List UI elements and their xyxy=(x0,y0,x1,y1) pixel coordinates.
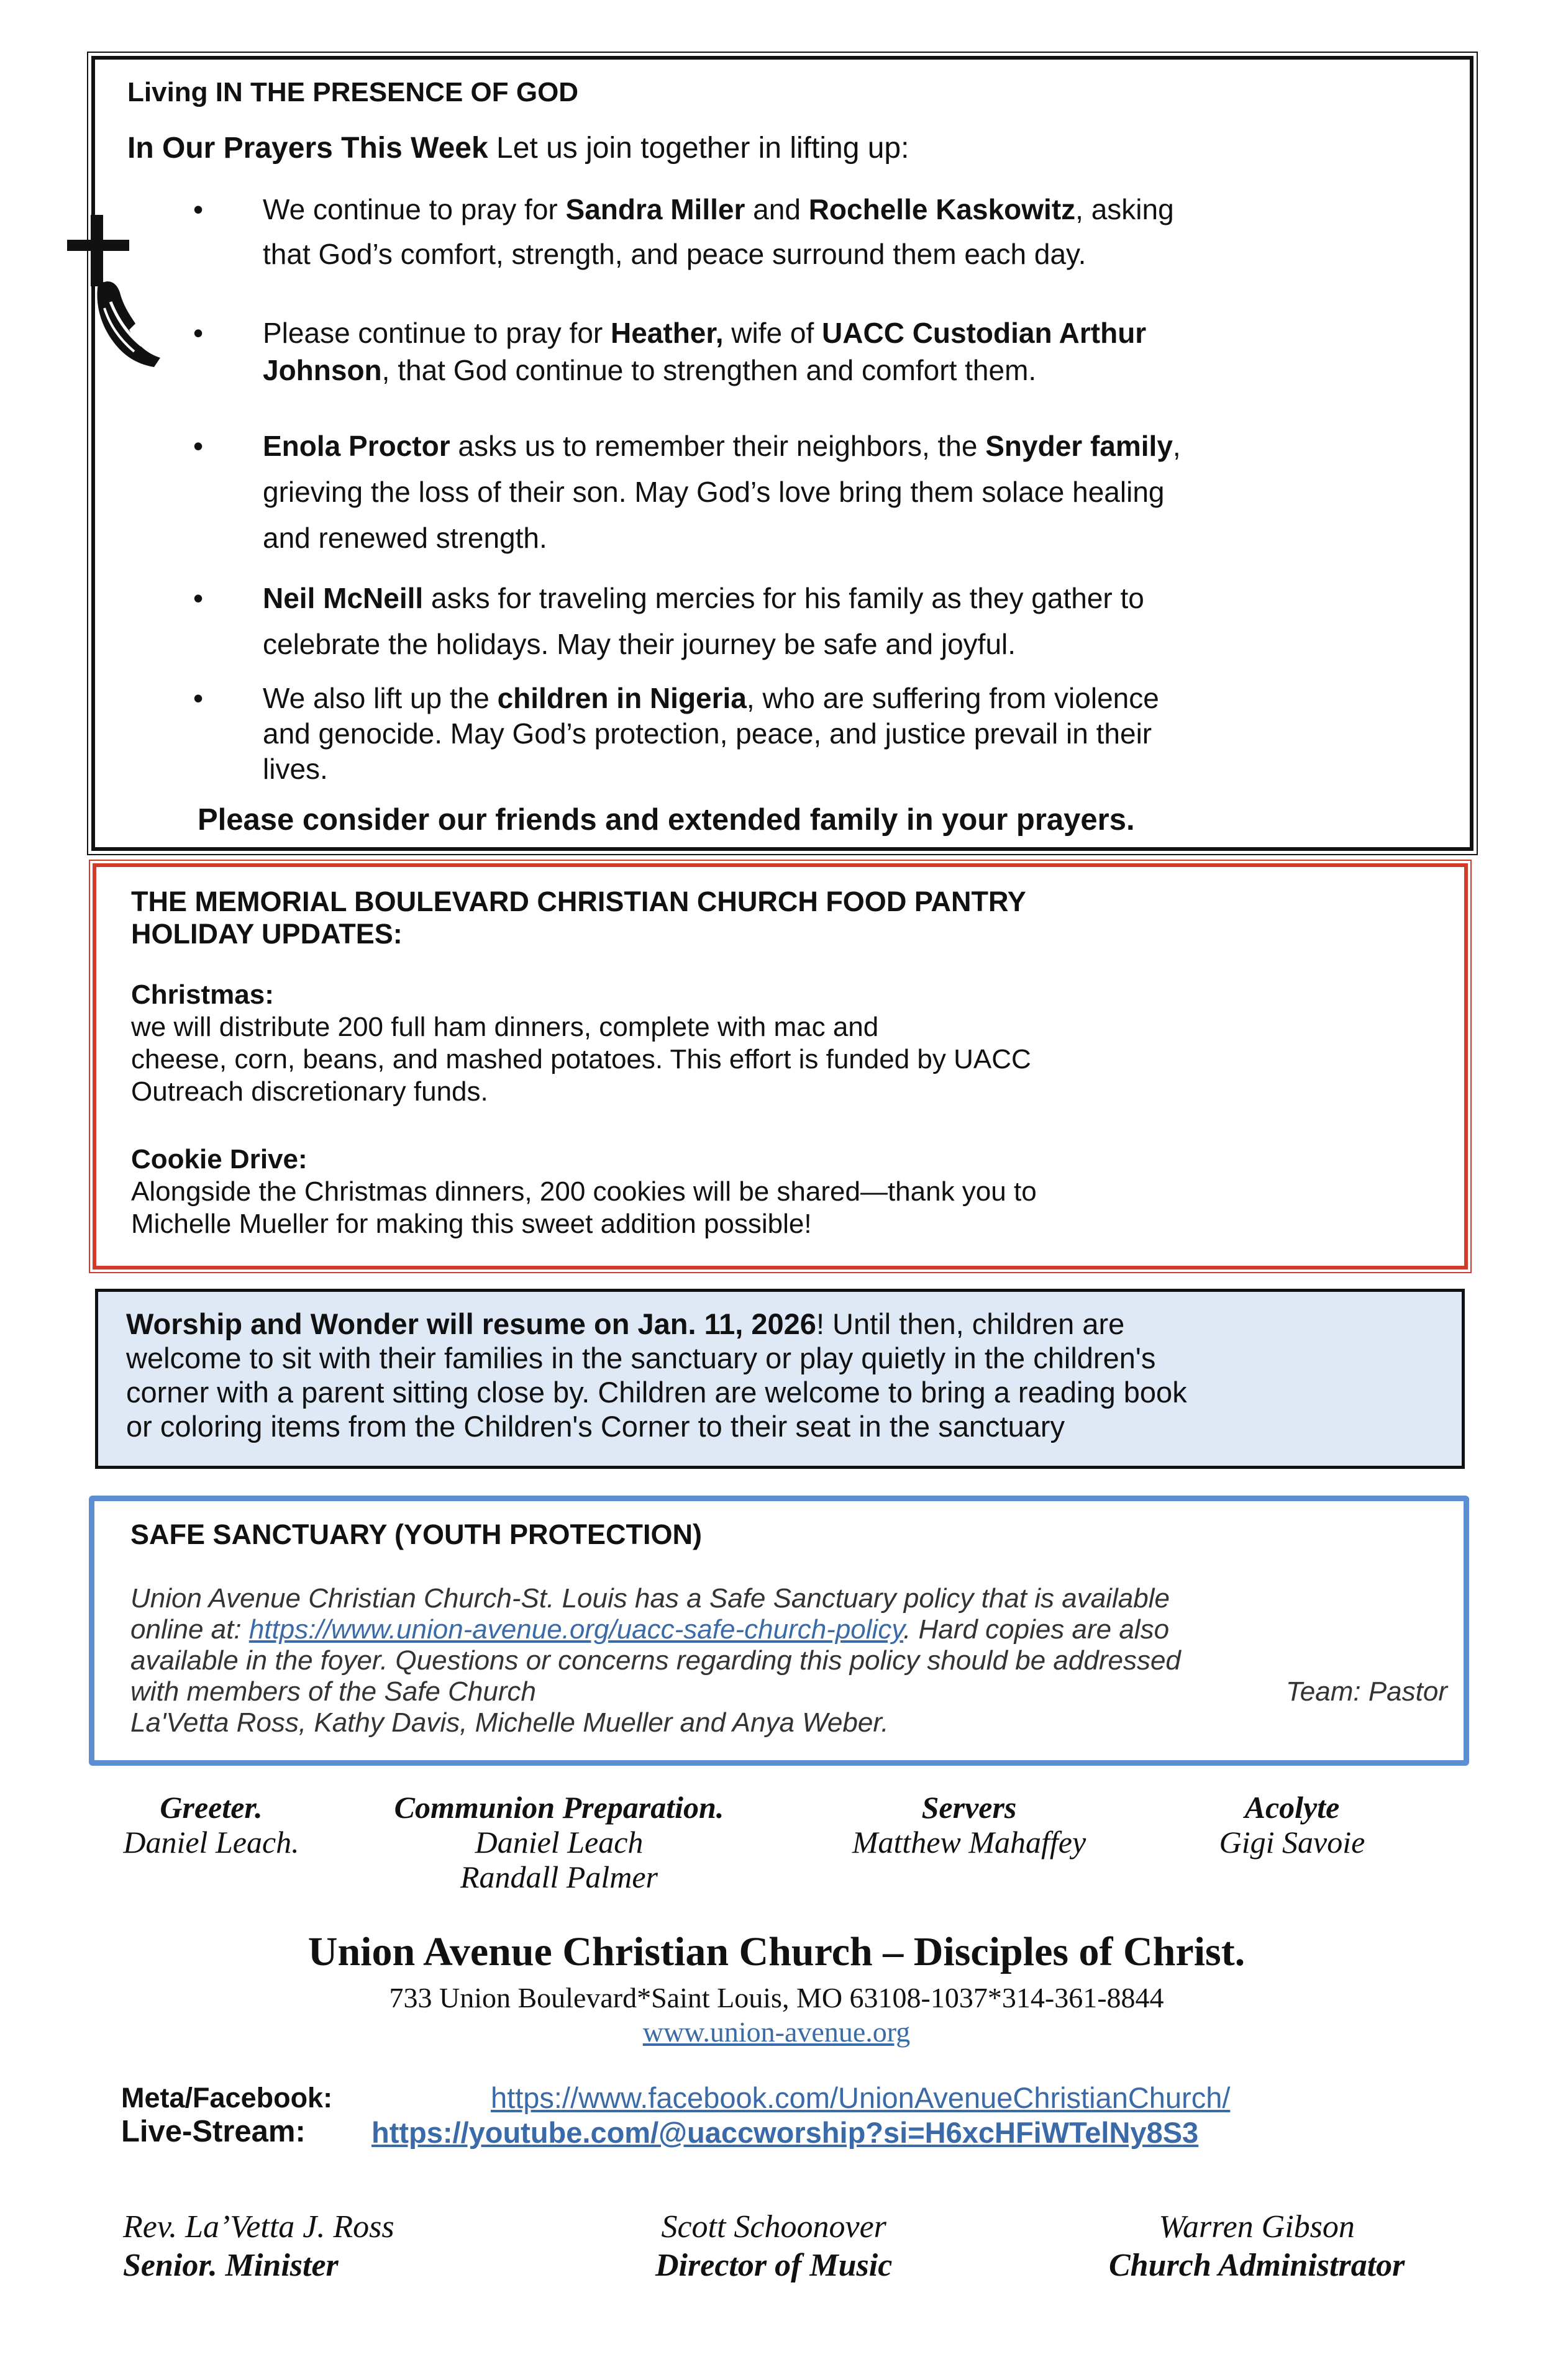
facebook-label: Meta/Facebook: xyxy=(121,2082,333,2114)
prayer-name: Enola Proctor xyxy=(263,430,450,462)
prayers-box xyxy=(91,56,1473,851)
staff-title: Church Administrator xyxy=(1109,2248,1405,2283)
prayer-name: children in Nigeria xyxy=(497,682,747,714)
christmas-text: Outreach discretionary funds. xyxy=(131,1076,488,1107)
prayer-text: Please continue to pray for xyxy=(263,317,611,349)
prayers-intro-rest: Let us join together in lifting up: xyxy=(488,132,909,165)
safe-line: La'Vetta Ross, Kathy Davis, Michelle Mueller and Anya Weber. xyxy=(130,1707,889,1738)
prayer-text: wife of xyxy=(723,317,822,349)
church-website-wrap xyxy=(0,2015,1553,2048)
staff-name: Scott Schoonover xyxy=(661,2209,886,2245)
prayer-text: lives. xyxy=(263,753,328,785)
christmas-text: cheese, corn, beans, and mashed potatoes. This effort is funded by UACC xyxy=(131,1044,1031,1074)
staff-title: Senior. Minister xyxy=(123,2248,339,2283)
facebook-link[interactable]: https://www.facebook.com/UnionAvenueChristianChurch/ xyxy=(491,2081,1231,2114)
servers-title: Servers xyxy=(921,1790,1017,1825)
prayer-name: Rochelle Kaskowitz xyxy=(808,193,1076,225)
safe-line: online at: xyxy=(130,1614,249,1645)
prayer-text: asks for traveling mercies for his family as they gather to xyxy=(423,582,1144,614)
servers-role xyxy=(801,1790,1137,1860)
safe-sanctuary-box xyxy=(89,1496,1469,1766)
pantry-heading-line: THE MEMORIAL BOULEVARD CHRISTIAN CHURCH FOOD PANTRY xyxy=(131,886,1026,917)
prayers-title: Living IN THE PRESENCE OF GOD xyxy=(127,77,579,107)
communion-role xyxy=(360,1790,758,1894)
church-address: 733 Union Boulevard*Saint Louis, MO 63108-1037*314-361-8844 xyxy=(389,1982,1164,2014)
prayer-name: Johnson xyxy=(263,354,382,386)
cookie-drive-label: Cookie Drive: xyxy=(131,1144,307,1174)
communion-name: Daniel Leach xyxy=(475,1825,644,1860)
prayer-name: UACC Custodian Arthur xyxy=(822,317,1147,349)
prayers-intro xyxy=(127,131,909,165)
safe-line: available in the foyer. Questions or concerns regarding this policy should be addressed xyxy=(130,1645,1181,1676)
prayer-text: We continue to pray for xyxy=(263,193,566,225)
greeter-role xyxy=(99,1790,323,1860)
staff-name: Warren Gibson xyxy=(1159,2209,1355,2245)
christmas-label: Christmas: xyxy=(131,979,274,1010)
worship-line: welcome to sit with their families in the sanctuary or play quietly in the children's xyxy=(126,1342,1156,1374)
prayer-item xyxy=(263,681,1443,787)
livestream-label: Live-Stream: xyxy=(121,2115,306,2148)
staff-senior-minister xyxy=(123,2208,394,2285)
prayer-text: We also lift up the xyxy=(263,682,498,714)
communion-title: Communion Preparation. xyxy=(394,1790,724,1825)
pantry-heading xyxy=(131,886,1026,950)
greeter-title: Greeter. xyxy=(160,1790,263,1825)
food-pantry-box xyxy=(93,863,1468,1269)
worship-line: corner with a parent sitting close by. Children are welcome to bring a reading book xyxy=(126,1376,1187,1409)
prayer-item xyxy=(263,187,1443,276)
prayer-name: Snyder family xyxy=(985,430,1173,462)
cookie-drive-text: Alongside the Christmas dinners, 200 cookies will be shared—thank you to xyxy=(131,1176,1037,1207)
communion-name: Randall Palmer xyxy=(460,1860,658,1894)
prayer-name: Heather, xyxy=(611,317,724,349)
safe-sanctuary-text xyxy=(130,1583,1447,1738)
prayer-text: , asking xyxy=(1075,193,1174,225)
worship-text xyxy=(126,1307,1449,1443)
christmas-text: we will distribute 200 full ham dinners, complete with mac and xyxy=(131,1012,879,1042)
prayer-text: and genocide. May God’s protection, peace, and justice prevail in their xyxy=(263,717,1152,750)
prayers-intro-bold: In Our Prayers This Week xyxy=(127,132,488,165)
acolyte-role xyxy=(1168,1790,1416,1860)
prayer-item xyxy=(263,575,1443,667)
safe-line: Team: Pastor xyxy=(1285,1676,1447,1707)
acolyte-name: Gigi Savoie xyxy=(1219,1825,1365,1860)
acolyte-title: Acolyte xyxy=(1244,1790,1340,1825)
church-website-link[interactable]: www.union-avenue.org xyxy=(642,2016,911,2048)
prayer-text: grieving the loss of their son. May God’s love bring them solace healing xyxy=(263,476,1165,508)
safe-line: . Hard copies are also xyxy=(903,1614,1170,1645)
prayer-text: asks us to remember their neighbors, the xyxy=(450,430,986,462)
prayer-item xyxy=(263,314,1443,389)
livestream-link[interactable]: https://youtube.com/@uaccworship?si=H6xcHFiWTelNy8S3 xyxy=(371,2116,1199,2149)
safe-church-policy-link[interactable]: https://www.union-avenue.org/uacc-safe-church-policy xyxy=(248,1614,904,1645)
staff-director-of-music xyxy=(655,2208,892,2285)
staff-name: Rev. La’Vetta J. Ross xyxy=(123,2209,394,2245)
prayer-text: , that God continue to strengthen and comfort them. xyxy=(381,354,1037,386)
prayer-text: and xyxy=(745,193,809,225)
safe-line: Union Avenue Christian Church-St. Louis has a Safe Sanctuary policy that is available xyxy=(130,1583,1170,1614)
greeter-name: Daniel Leach. xyxy=(123,1825,299,1860)
cookie-drive-text: Michelle Mueller for making this sweet addition possible! xyxy=(131,1209,812,1239)
prayer-text: that God’s comfort, strength, and peace surround them each day. xyxy=(263,238,1086,270)
praying-hands-cross-icon xyxy=(61,215,166,376)
safe-sanctuary-heading: SAFE SANCTUARY (YOUTH PROTECTION) xyxy=(130,1519,703,1550)
prayer-name: Sandra Miller xyxy=(565,193,745,225)
staff-church-administrator xyxy=(1109,2208,1405,2285)
christmas-section xyxy=(131,979,1031,1108)
worship-line: ! Until then, children are xyxy=(816,1307,1125,1340)
prayer-name: Neil McNeill xyxy=(263,582,424,614)
prayer-text: , who are suffering from violence xyxy=(746,682,1159,714)
prayer-text: , xyxy=(1172,430,1181,462)
servers-name: Matthew Mahaffey xyxy=(852,1825,1086,1860)
worship-resume-date: Worship and Wonder will resume on Jan. 11, 2026 xyxy=(126,1307,816,1340)
staff-title: Director of Music xyxy=(655,2248,893,2283)
prayer-text: and renewed strength. xyxy=(263,522,547,554)
prayers-closing: Please consider our friends and extended family in your prayers. xyxy=(198,803,1135,837)
prayer-item xyxy=(263,423,1443,561)
prayer-text: celebrate the holidays. May their journey be safe and joyful. xyxy=(263,628,1016,660)
worship-wonder-box xyxy=(95,1289,1465,1469)
worship-line: or coloring items from the Children's Corner to their seat in the sanctuary xyxy=(126,1410,1065,1443)
pantry-heading-line: HOLIDAY UPDATES: xyxy=(131,918,403,950)
safe-line: with members of the Safe Church xyxy=(130,1676,536,1707)
church-name: Union Avenue Christian Church – Disciples of Christ. xyxy=(307,1929,1246,1974)
cookie-drive-section xyxy=(131,1143,1037,1240)
